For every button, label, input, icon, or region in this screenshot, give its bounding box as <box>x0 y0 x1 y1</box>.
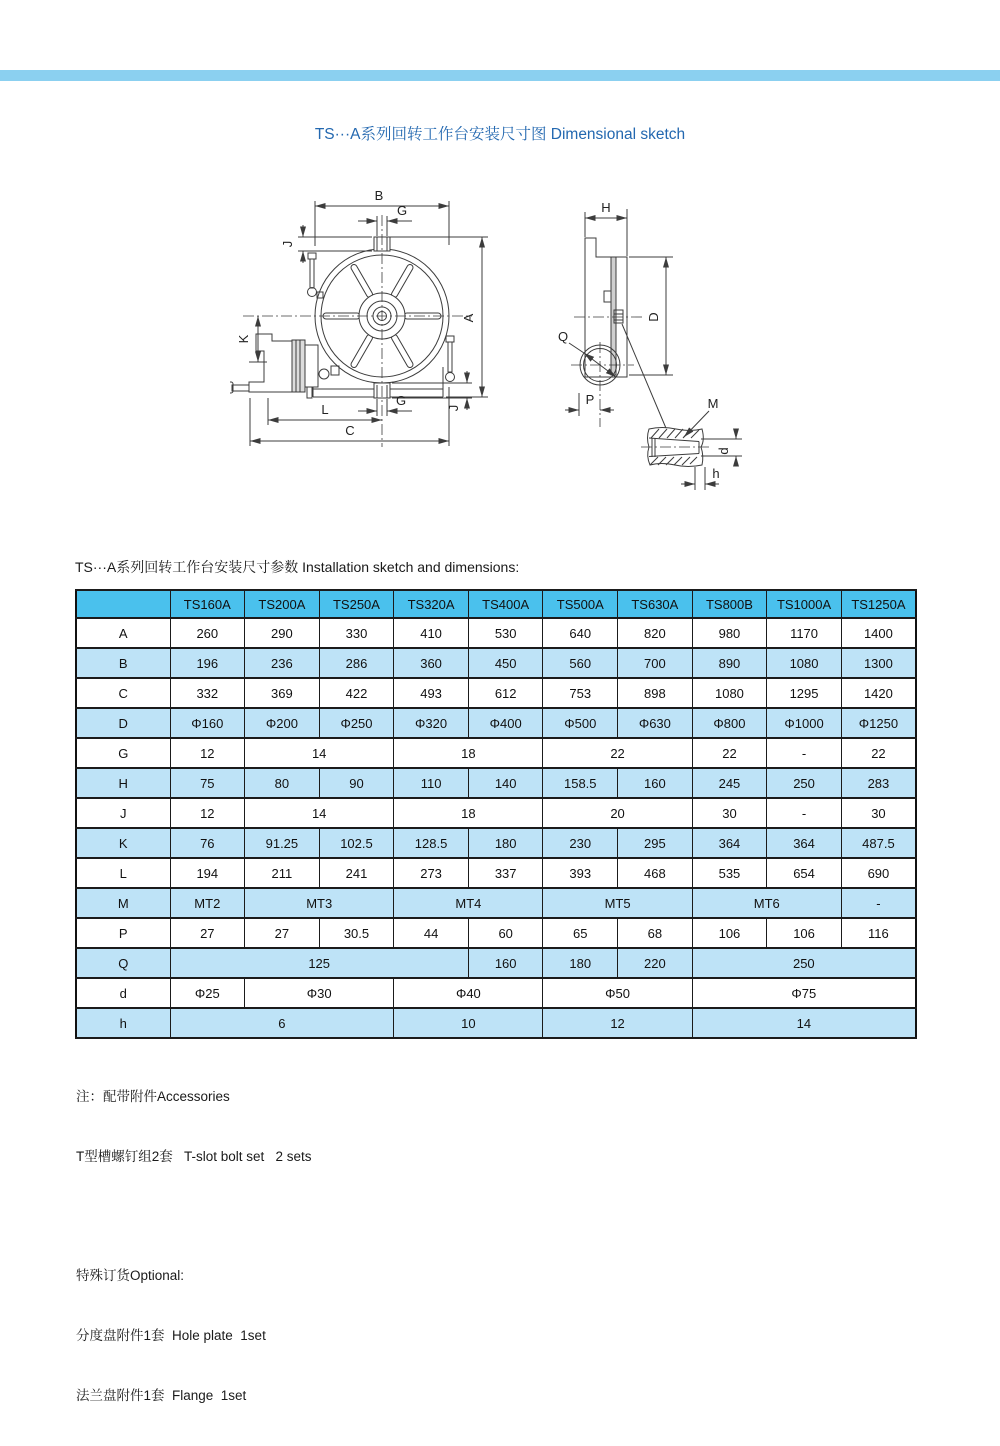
row-label: H <box>76 768 170 798</box>
row-label: Q <box>76 948 170 978</box>
table-cell: Φ50 <box>543 978 692 1008</box>
column-header: TS1250A <box>841 590 916 618</box>
table-cell: 1420 <box>841 678 916 708</box>
table-cell: 44 <box>394 918 469 948</box>
table-cell: 102.5 <box>319 828 394 858</box>
table-cell: 110 <box>394 768 469 798</box>
table-cell: 76 <box>170 828 245 858</box>
column-header: TS400A <box>468 590 543 618</box>
rotary-table-side-view <box>580 238 671 440</box>
table-cell: 560 <box>543 648 618 678</box>
spec-table-head-row <box>76 590 916 618</box>
table-cell: 980 <box>692 618 767 648</box>
table-cell: 60 <box>468 918 543 948</box>
table-cell: 116 <box>841 918 916 948</box>
table-cell: 180 <box>543 948 618 978</box>
table-cell: 12 <box>170 798 245 828</box>
table-cell: 220 <box>618 948 693 978</box>
table-cell: 1080 <box>767 648 842 678</box>
table-cell: 180 <box>468 828 543 858</box>
table-cell: 30.5 <box>319 918 394 948</box>
row-label: J <box>76 798 170 828</box>
table-cell: 10 <box>394 1008 543 1038</box>
table-cell: 27 <box>170 918 245 948</box>
dim-label-b: B <box>374 188 384 203</box>
notes-section <box>76 1047 312 1446</box>
row-label: D <box>76 708 170 738</box>
table-cell: MT2 <box>170 888 245 918</box>
table-cell: 20 <box>543 798 692 828</box>
table-cell: Φ800 <box>692 708 767 738</box>
row-label: L <box>76 858 170 888</box>
table-cell: 75 <box>170 768 245 798</box>
table-cell: 260 <box>170 618 245 648</box>
table-cell: - <box>767 798 842 828</box>
table-cell: 364 <box>692 828 767 858</box>
table-row <box>76 978 916 1008</box>
table-cell: 1170 <box>767 618 842 648</box>
table-cell: 250 <box>767 768 842 798</box>
table-cell: 393 <box>543 858 618 888</box>
table-row <box>76 948 916 978</box>
table-cell: 898 <box>618 678 693 708</box>
row-label: B <box>76 648 170 678</box>
table-cell: Φ1000 <box>767 708 842 738</box>
table-cell: 245 <box>692 768 767 798</box>
table-cell: MT3 <box>245 888 394 918</box>
table-cell: 18 <box>394 798 543 828</box>
table-cell: Φ30 <box>245 978 394 1008</box>
column-header: TS630A <box>618 590 693 618</box>
table-cell: 535 <box>692 858 767 888</box>
table-cell: 211 <box>245 858 320 888</box>
table-cell: 14 <box>245 738 394 768</box>
table-row <box>76 828 916 858</box>
table-cell: 65 <box>543 918 618 948</box>
row-label: G <box>76 738 170 768</box>
table-cell: - <box>767 738 842 768</box>
centerlines <box>243 215 712 447</box>
table-cell: 753 <box>543 678 618 708</box>
dim-label-c: C <box>345 423 355 438</box>
column-header: TS320A <box>394 590 469 618</box>
table-cell: 196 <box>170 648 245 678</box>
dim-label-k: K <box>236 334 251 344</box>
table-cell: 22 <box>841 738 916 768</box>
table-cell: MT4 <box>394 888 543 918</box>
table-cell: 640 <box>543 618 618 648</box>
dim-label-l: L <box>321 402 329 417</box>
table-cell: 27 <box>245 918 320 948</box>
table-cell: 1300 <box>841 648 916 678</box>
table-cell: 106 <box>767 918 842 948</box>
dim-label-d-small: d <box>716 447 731 455</box>
table-row <box>76 708 916 738</box>
column-header: TS800B <box>692 590 767 618</box>
table-row <box>76 1008 916 1038</box>
table-cell: MT6 <box>692 888 841 918</box>
dim-label-h-top: H <box>601 200 611 215</box>
table-cell: 236 <box>245 648 320 678</box>
table-cell: 140 <box>468 768 543 798</box>
table-cell: 128.5 <box>394 828 469 858</box>
table-cell: 14 <box>692 1008 916 1038</box>
table-cell: 700 <box>618 648 693 678</box>
dim-label-g-top: G <box>396 203 408 218</box>
table-cell: 230 <box>543 828 618 858</box>
table-cell: 364 <box>767 828 842 858</box>
table-cell: Φ75 <box>692 978 916 1008</box>
spec-table-body <box>76 618 916 1038</box>
table-cell: 1080 <box>692 678 767 708</box>
table-cell: 487.5 <box>841 828 916 858</box>
table-cell: Φ250 <box>319 708 394 738</box>
note-accessories-title: 注：配带附件Accessories <box>76 1089 230 1104</box>
table-cell: 273 <box>394 858 469 888</box>
table-cell: Φ160 <box>170 708 245 738</box>
table-cell: 360 <box>394 648 469 678</box>
table-cell: 12 <box>543 1008 692 1038</box>
table-row <box>76 888 916 918</box>
table-cell: 6 <box>170 1008 394 1038</box>
column-header: TS250A <box>319 590 394 618</box>
table-cell: 493 <box>394 678 469 708</box>
table-cell: 160 <box>618 768 693 798</box>
table-row <box>76 768 916 798</box>
row-label: K <box>76 828 170 858</box>
table-row <box>76 798 916 828</box>
table-row <box>76 738 916 768</box>
table-cell: 820 <box>618 618 693 648</box>
table-cell: 22 <box>543 738 692 768</box>
table-cell: 160 <box>468 948 543 978</box>
note-optional-item2: 法兰盘附件1套 Flange 1set <box>76 1388 247 1403</box>
table-row <box>76 858 916 888</box>
table-cell: Φ500 <box>543 708 618 738</box>
clamp-lever-right <box>446 336 455 382</box>
table-cell: 22 <box>692 738 767 768</box>
row-label: C <box>76 678 170 708</box>
table-cell: Φ400 <box>468 708 543 738</box>
table-cell: 450 <box>468 648 543 678</box>
dim-label-a: A <box>461 313 476 323</box>
table-cell: 283 <box>841 768 916 798</box>
notes-gap <box>76 1207 312 1226</box>
column-header: TS200A <box>245 590 320 618</box>
dim-label-h-small: h <box>712 466 720 481</box>
table-cell: 290 <box>245 618 320 648</box>
row-label: A <box>76 618 170 648</box>
dim-label-j-bottom: J <box>446 404 461 412</box>
table-cell: 1400 <box>841 618 916 648</box>
table-cell: Φ200 <box>245 708 320 738</box>
table-cell: 890 <box>692 648 767 678</box>
table-cell: 91.25 <box>245 828 320 858</box>
column-header: TS1000A <box>767 590 842 618</box>
table-cell: 295 <box>618 828 693 858</box>
row-label: M <box>76 888 170 918</box>
dim-label-q: Q <box>557 329 569 344</box>
table-cell: 330 <box>319 618 394 648</box>
table-cell: 30 <box>692 798 767 828</box>
table-cell: 410 <box>394 618 469 648</box>
rotary-table-front-view <box>230 237 455 398</box>
table-row <box>76 678 916 708</box>
table-row <box>76 918 916 948</box>
table-cell: 241 <box>319 858 394 888</box>
column-header: TS160A <box>170 590 245 618</box>
table-cell: 158.5 <box>543 768 618 798</box>
table-cell: 369 <box>245 678 320 708</box>
table-cell: 18 <box>394 738 543 768</box>
note-optional-title: 特殊订货Optional: <box>76 1268 185 1283</box>
dim-label-m: M <box>707 396 719 411</box>
table-cell: 90 <box>319 768 394 798</box>
table-cell: 194 <box>170 858 245 888</box>
note-optional-item1: 分度盘附件1套 Hole plate 1set <box>76 1328 266 1343</box>
table-cell: 68 <box>618 918 693 948</box>
table-cell: 337 <box>468 858 543 888</box>
table-cell: 612 <box>468 678 543 708</box>
table-cell: 125 <box>170 948 468 978</box>
table-row <box>76 648 916 678</box>
table-cell: 80 <box>245 768 320 798</box>
table-cell: 250 <box>692 948 916 978</box>
table-cell: 30 <box>841 798 916 828</box>
table-cell: Φ320 <box>394 708 469 738</box>
dim-label-d-dia: D <box>646 312 661 322</box>
table-cell: 286 <box>319 648 394 678</box>
row-label: P <box>76 918 170 948</box>
table-cell: 422 <box>319 678 394 708</box>
row-label: d <box>76 978 170 1008</box>
table-cell: - <box>841 888 916 918</box>
table-cell: Φ630 <box>618 708 693 738</box>
note-accessories-item: T型槽螺钉组2套 T-slot bolt set 2 sets <box>76 1149 312 1164</box>
table-cell: Φ1250 <box>841 708 916 738</box>
table-cell: 530 <box>468 618 543 648</box>
column-header: TS500A <box>543 590 618 618</box>
table-cell: 12 <box>170 738 245 768</box>
spec-table <box>75 589 917 1039</box>
dim-label-p: P <box>585 392 595 407</box>
table-cell: 468 <box>618 858 693 888</box>
table-cell: 1295 <box>767 678 842 708</box>
row-label: h <box>76 1008 170 1038</box>
table-cell: 332 <box>170 678 245 708</box>
table-cell: Φ25 <box>170 978 245 1008</box>
table-cell: 654 <box>767 858 842 888</box>
page-title: TS···A系列回转工作台安装尺寸图 Dimensional sketch <box>314 126 686 143</box>
table-cell: 106 <box>692 918 767 948</box>
table-heading: TS···A系列回转工作台安装尺寸参数 Installation sketch and dimensions: <box>75 559 520 575</box>
dim-label-g-bottom: G <box>395 393 407 408</box>
clamp-lever-top <box>308 253 324 298</box>
top-accent-bar <box>0 70 1000 81</box>
table-cell: Φ40 <box>394 978 543 1008</box>
table-cell: 14 <box>245 798 394 828</box>
dimensional-sketch <box>230 180 770 510</box>
table-cell: MT5 <box>543 888 692 918</box>
dim-label-j-top: J <box>280 240 295 248</box>
table-row <box>76 618 916 648</box>
table-cell: 690 <box>841 858 916 888</box>
corner-cell <box>76 590 170 618</box>
